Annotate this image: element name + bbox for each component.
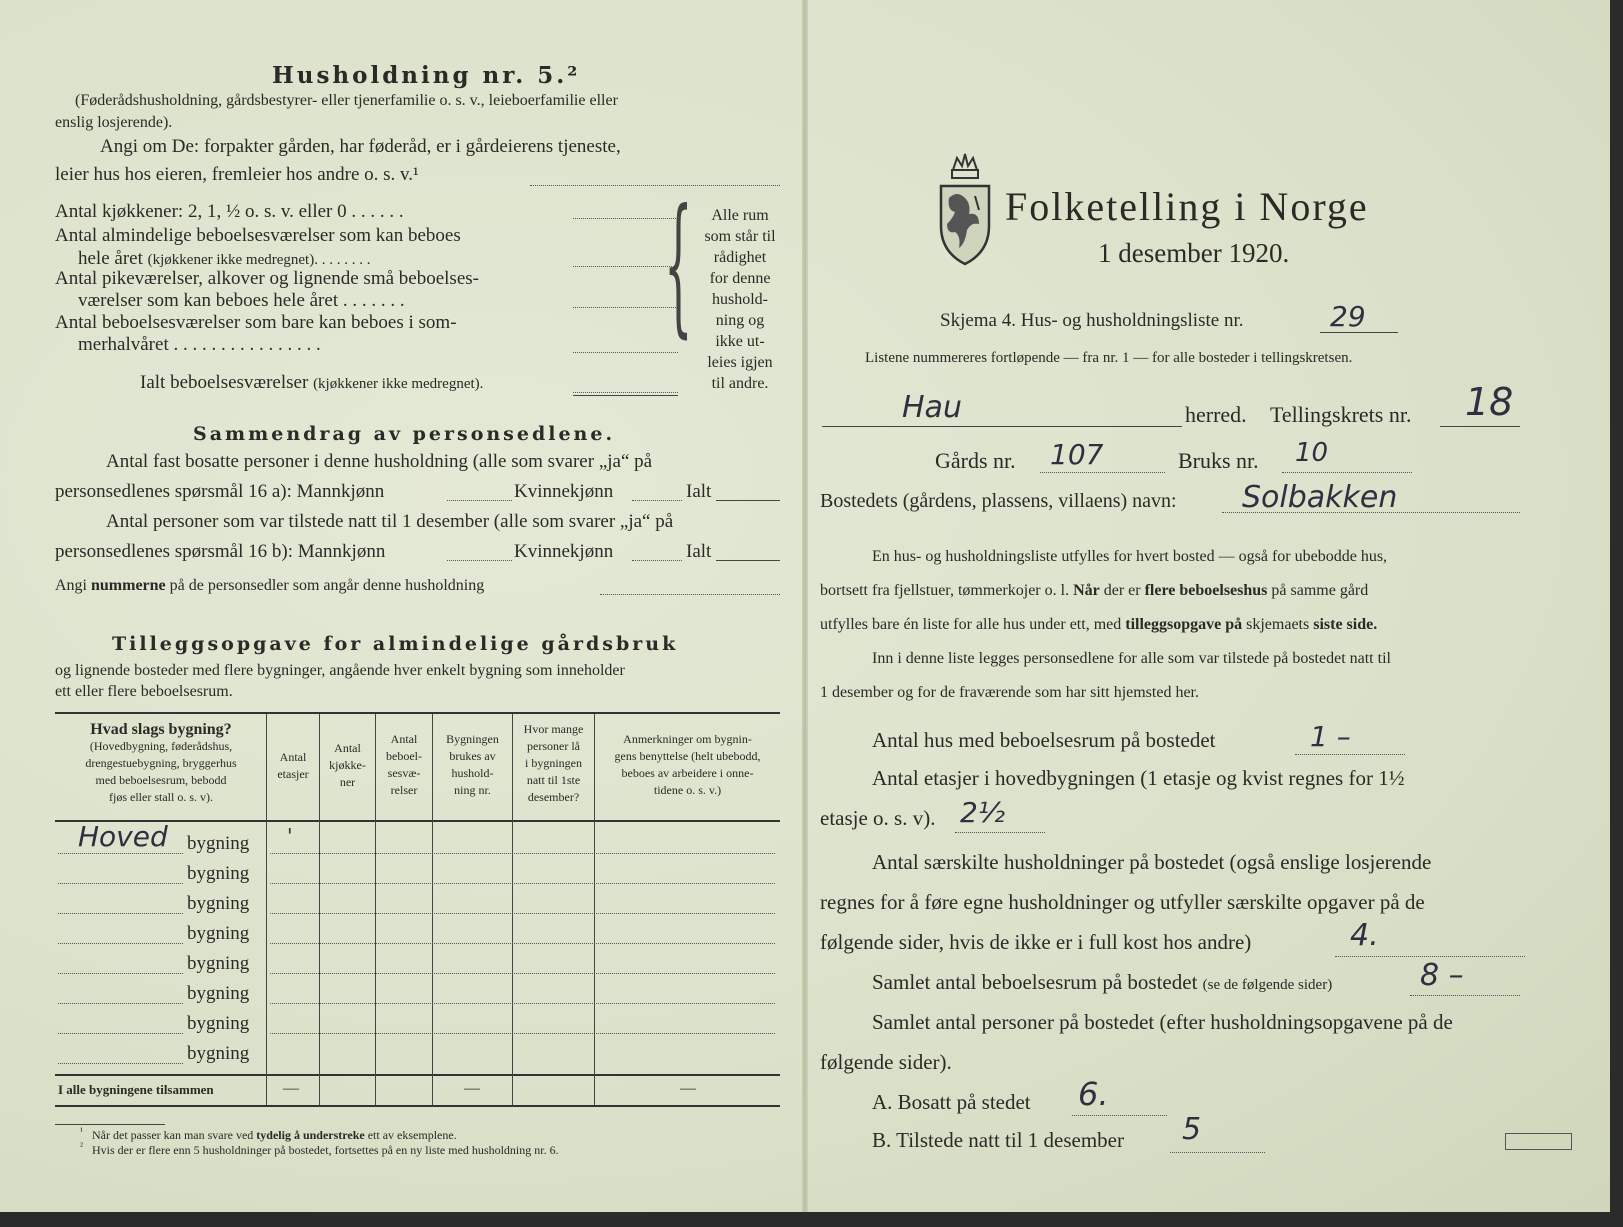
q-hush-3: følgende sider, hvis de ikke er i full kost hos andre): [820, 930, 1252, 954]
q-rum: [872, 970, 1332, 995]
col-persons-line: Hvor mange: [523, 722, 584, 736]
angi-line-2: leier hus hos eieren, fremleier hos andre o. s. v.¹: [55, 164, 419, 185]
bosted-label: Bostedets (gårdens, plassens, villaens) navn:: [820, 490, 1177, 512]
table-row: bygning: [187, 923, 250, 944]
col-building-title: Hvad slags bygning?: [90, 721, 232, 738]
col-persons-line: desember?: [527, 790, 580, 804]
q-etasjer-1: Antal etasjer i hovedbygningen (1 etasje og kvist regnes for 1½: [872, 766, 1405, 790]
col-rooms-line: relser: [390, 783, 418, 797]
table-row: bygning: [187, 953, 250, 974]
footnote-1-a: Når det passer kan man svare ved: [92, 1128, 257, 1142]
col-building-sub: med beboelsesrum, bebodd: [95, 773, 227, 787]
coat-of-arms-icon: [935, 152, 995, 272]
table-col-rooms: [376, 731, 432, 799]
q-hush-2: regnes for å føre egne husholdninger og utfyller særskilte opgaver på de: [820, 890, 1425, 914]
listene-note: Listene nummereres fortløpende — fra nr. 1 — for alle bosteder i tellingskretsen.: [865, 350, 1353, 366]
q-hus: Antal hus med beboelsesrum på bostedet: [872, 728, 1216, 752]
q-tilstede: B. Tilstede natt til 1 desember: [872, 1128, 1124, 1152]
table-col-kitchens: [320, 740, 375, 791]
rooms-maid-2: værelser som kan beboes hele året . . . . . . .: [78, 290, 405, 311]
table-row: bygning: [187, 983, 250, 1004]
q-hush-1: Antal særskilte husholdninger på bostedet (også enslige losjerende: [872, 850, 1432, 874]
brace-note-line: hushold-: [712, 291, 768, 308]
footnote-2: [80, 1141, 559, 1158]
col-rooms-line: sesvæ-: [387, 766, 421, 780]
summary-p1-2: personsedlenes spørsmål 16 a): Mannkjønn: [55, 481, 385, 502]
summary-p1-ialt: Ialt: [686, 481, 712, 502]
instr-2-c: der er: [1099, 582, 1145, 599]
instr-2: [820, 582, 1368, 600]
summary-p1-1: Antal fast bosatte personer i denne husholdning (alle som svarer „ja“ på: [106, 451, 653, 472]
census-title: Folketelling i Norge: [1005, 184, 1369, 229]
table-row: bygning: [187, 1043, 250, 1064]
instr-2-a: bortsett fra fjellstuer, tømmerkojer o. l.: [820, 582, 1074, 599]
table-col-household: [433, 731, 512, 799]
q-bosatt: A. Bosatt på stedet: [872, 1090, 1031, 1114]
summary-angi-a: Angi: [55, 577, 91, 594]
table-col-persons: [513, 721, 594, 806]
printer-stamp: [1505, 1133, 1572, 1150]
row1-handwritten: Hoved: [78, 820, 168, 853]
total-dash: —: [680, 1080, 696, 1097]
q-rum-main: Samlet antal beboelsesrum på bostedet: [872, 970, 1198, 994]
supplement-line-1: og lignende bosteder med flere bygninger, angående hver enkelt bygning som inneholder: [55, 662, 625, 679]
col-building-sub: fjøs eller stall o. s. v).: [109, 790, 213, 804]
q-pers-2: følgende sider).: [820, 1050, 952, 1074]
col-persons-line: natt til 1ste: [526, 773, 581, 787]
q-tilstede-handwritten: 5: [1182, 1112, 1202, 1147]
brace-note-line: ning og: [715, 312, 765, 329]
q-pers-1: Samlet antal personer på bostedet (efter husholdningsopgavene på de: [872, 1010, 1453, 1034]
rooms-maid-1: Antal pikeværelser, alkover og lignende små beboelses-: [55, 268, 479, 289]
table-top-rule: [55, 712, 780, 714]
rooms-total-small: (kjøkkener ikke medregnet).: [313, 376, 484, 392]
summary-title: Sammendrag av personsedlene.: [193, 423, 616, 445]
summary-angi-c: på de personsedler som angår denne husholdning: [165, 577, 485, 594]
q-bosatt-handwritten: 6.: [1078, 1075, 1109, 1113]
col-kitchens-line: Antal: [334, 741, 361, 755]
instr-5: 1 desember og for de fraværende som har sitt hjemsted her.: [820, 684, 1199, 701]
col-household-line: brukes av: [449, 749, 496, 763]
left-page: [0, 0, 800, 1212]
summary-p2-2: personsedlenes spørsmål 16 b): Mannkjønn: [55, 541, 386, 562]
total-dash: —: [283, 1080, 299, 1097]
rooms-kitchens: Antal kjøkkener: 2, 1, ½ o. s. v. eller 0 . . . . . .: [55, 201, 404, 222]
col-building-sub: drengestuebygning, bryggerhus: [85, 756, 237, 770]
rooms-ordinary-2-small: (kjøkkener ikke medregnet). . . . . . . .: [147, 252, 371, 268]
skjema-line: Skjema 4. Hus- og husholdningsliste nr.: [940, 310, 1244, 331]
gards-label: Gårds nr.: [935, 448, 1016, 473]
brace-note-line: for denne: [709, 270, 771, 287]
rooms-brace: {: [664, 178, 693, 352]
table-total-rule: [55, 1074, 780, 1076]
col-remarks-line: beboes av arbeidere i onne-: [621, 766, 754, 780]
angi-line-1: Angi om De: forpakter gården, har føderåd, er i gårdeierens tjeneste,: [100, 136, 621, 157]
instr-3-d: siste side.: [1313, 616, 1378, 633]
table-row: bygning: [187, 893, 250, 914]
col-building-sub: (Hovedbygning, føderådshus,: [89, 739, 233, 753]
rooms-ordinary-2: [78, 248, 370, 270]
household-subtitle-1: (Føderådshusholdning, gårdsbestyrer- eller tjenerfamilie o. s. v., leieboerfamilie eller: [75, 92, 618, 109]
footnote-1-mark: ¹: [80, 1126, 83, 1137]
bosted-handwritten: Solbakken: [1242, 480, 1398, 515]
col-kitchens-line: ner: [339, 775, 356, 789]
col-floors-line: etasjer: [277, 767, 309, 781]
col-kitchens-line: kjøkke-: [329, 758, 366, 772]
total-dash: —: [464, 1080, 480, 1097]
instr-4: Inn i denne liste legges personsedlene for alle som var tilstede på bostedet natt til: [872, 650, 1391, 667]
q-etasjer-handwritten: 2½: [960, 796, 1005, 829]
gards-handwritten: 107: [1050, 438, 1104, 471]
instr-3: [820, 616, 1377, 634]
summary-p2-ialt: Ialt: [686, 541, 712, 562]
table-row: bygning: [187, 833, 250, 854]
instr-3-a: utfylles bare én liste for alle hus under ett, med: [820, 616, 1126, 633]
summary-angi: [55, 577, 484, 595]
instr-2-d: flere beboelseshus: [1144, 582, 1268, 599]
rooms-ordinary-1: Antal almindelige beboelsesværelser som kan beboes: [55, 225, 461, 246]
brace-note-line: til andre.: [711, 375, 769, 392]
bruks-handwritten: 10: [1295, 438, 1329, 468]
table-row: bygning: [187, 1013, 250, 1034]
col-remarks-line: Anmerkninger om bygnin-: [623, 732, 752, 746]
q-hus-handwritten: 1 –: [1310, 720, 1351, 753]
summary-angi-b: nummerne: [91, 577, 166, 594]
col-persons-line: personer lå: [527, 739, 580, 753]
col-rooms-line: beboel-: [386, 749, 422, 763]
col-remarks-line: tidene o. s. v.): [653, 783, 722, 797]
rooms-total: [140, 372, 483, 394]
brace-note-line: ikke ut-: [715, 333, 765, 350]
page-fold: [802, 0, 808, 1212]
instr-1: En hus- og husholdningsliste utfylles for hvert bosted — også for ubebodde hus,: [872, 548, 1388, 565]
right-page: [810, 0, 1610, 1212]
list-number-handwritten: 29: [1330, 300, 1366, 333]
supplement-title: Tilleggsopgave for almindelige gårdsbruk: [112, 633, 679, 655]
household-title: Husholdning nr. 5.²: [272, 62, 581, 89]
instr-3-b: tilleggsopgave på: [1125, 616, 1243, 633]
row1-tick: ': [287, 824, 293, 848]
brace-note-line: Alle rum: [711, 207, 769, 224]
census-date: 1 desember 1920.: [1098, 238, 1290, 268]
table-col-building: [58, 721, 264, 806]
brace-note-line: rådighet: [713, 249, 767, 266]
rooms-ordinary-2-main: hele året: [78, 248, 143, 269]
brace-note: [695, 205, 785, 394]
herred-label: herred.: [1185, 402, 1247, 427]
col-rooms-line: Antal: [390, 732, 418, 746]
q-rum-small: (se de følgende sider): [1202, 977, 1333, 993]
bruks-label: Bruks nr.: [1178, 448, 1259, 473]
footnote-1-b: tydelig å understreke: [256, 1128, 365, 1142]
table-bottom-rule: [55, 1105, 780, 1107]
rooms-summer-2: merhalvåret . . . . . . . . . . . . . . . .: [78, 334, 321, 355]
herred-handwritten: Hau: [902, 390, 962, 425]
summary-p1-kvinne: Kvinnekjønn: [514, 481, 614, 502]
col-remarks-line: gens benyttelse (helt ubebodd,: [614, 749, 761, 763]
summary-p2-1: Antal personer som var tilstede natt til 1 desember (alle som svarer „ja“ på: [106, 511, 674, 532]
instr-3-c: skjemaets: [1242, 616, 1314, 633]
q-etasjer-2: etasje o. s. v).: [820, 806, 936, 830]
table-row: bygning: [187, 863, 250, 884]
rooms-total-main: Ialt beboelsesværelser: [140, 372, 309, 393]
q-hush-handwritten: 4.: [1350, 918, 1379, 953]
q-rum-handwritten: 8 –: [1420, 958, 1464, 993]
table-total-label: I alle bygningene tilsammen: [58, 1082, 214, 1097]
tellingskrets-handwritten: 18: [1465, 380, 1514, 424]
col-persons-line: i bygningen: [525, 756, 582, 770]
supplement-line-2: ett eller flere beboelsesrum.: [55, 683, 233, 700]
instr-2-e: på samme gård: [1267, 582, 1369, 599]
brace-note-line: som står til: [704, 228, 776, 245]
col-household-line: hushold-: [451, 766, 494, 780]
col-household-line: ning nr.: [454, 783, 491, 797]
brace-note-line: leies igjen: [707, 354, 773, 371]
footnote-1-c: ett av eksemplene.: [364, 1128, 457, 1142]
rooms-summer-1: Antal beboelsesværelser som bare kan beboes i som-: [55, 312, 457, 333]
tellingskrets-label: Tellingskrets nr.: [1270, 402, 1412, 427]
col-floors-line: Antal: [279, 750, 307, 764]
summary-p2-kvinne: Kvinnekjønn: [514, 541, 614, 562]
instr-2-b: Når: [1073, 582, 1100, 599]
col-household-line: Bygningen: [446, 732, 499, 746]
footnote-2-text: Hvis der er flere enn 5 husholdninger på bostedet, fortsettes på en ny liste med husholdning nr. 6.: [92, 1143, 559, 1157]
table-col-floors: [267, 749, 319, 783]
table-col-remarks: [595, 731, 780, 799]
footnote-2-mark: ²: [80, 1141, 83, 1152]
footnote-rule: [55, 1124, 165, 1125]
household-subtitle-2: enslig losjerende).: [55, 114, 173, 131]
